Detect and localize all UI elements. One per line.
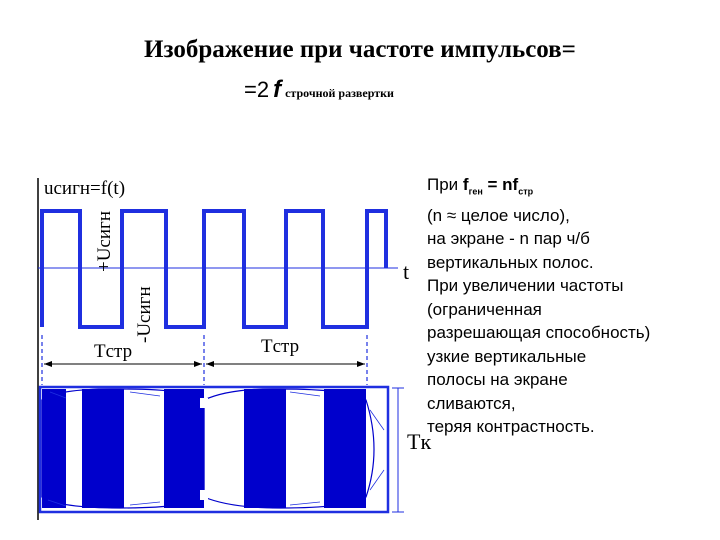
t-axis-label: t — [403, 259, 410, 284]
period-label-2: Tстр — [261, 336, 300, 357]
tk-label: Tк — [407, 429, 432, 454]
dark-stripe — [244, 389, 286, 508]
desc-f-gen: f — [462, 175, 469, 194]
desc-line-5: При увеличении частоты — [427, 276, 624, 296]
desc-line-1 — [427, 173, 717, 204]
light-gap — [200, 490, 208, 500]
period-label-1: Tстр — [94, 341, 133, 362]
slide-title: Изображение при частоте импульсов= — [144, 36, 576, 63]
desc-line-9: полосы на экране — [427, 370, 568, 390]
dark-stripe — [164, 389, 204, 508]
period-arrowhead — [194, 361, 202, 367]
desc-line-11: теряя контрастность. — [427, 417, 595, 437]
light-gap — [200, 398, 208, 408]
subtitle-prefix: =2 — [244, 77, 270, 102]
desc-line-7: разрешающая способность) — [427, 323, 651, 343]
period-arrowhead — [357, 361, 365, 367]
subtitle-subscript: строчной развертки — [285, 86, 394, 100]
desc-line-8: узкие вертикальные — [427, 346, 587, 366]
period-arrowhead — [44, 361, 52, 367]
u-function-label: uсигн=f(t) — [44, 178, 126, 199]
description-text — [427, 173, 717, 439]
desc-line-2: (n ≈ целое число), — [427, 205, 570, 225]
desc-line-3: на экране - n пар ч/б — [427, 229, 590, 249]
screen-raster — [40, 387, 388, 512]
minus-u-label: -Uсигн — [134, 286, 155, 343]
dark-stripe — [82, 389, 124, 508]
desc-sub-gen: ген — [468, 186, 483, 197]
desc-nf: = nf — [482, 175, 519, 194]
dark-stripe — [324, 389, 366, 508]
desc-line-6: (ограниченная — [427, 299, 542, 319]
desc-line-4: вертикальных полос. — [427, 252, 594, 272]
desc-sub-str: стр — [518, 186, 534, 197]
desc-l1a: При — [427, 175, 463, 194]
plus-u-label: +Uсигн — [94, 211, 115, 272]
desc-line-10: сливаются, — [427, 393, 516, 413]
dark-stripe — [42, 389, 66, 508]
subtitle-f: f — [273, 76, 282, 103]
period-arrowhead — [206, 361, 214, 367]
